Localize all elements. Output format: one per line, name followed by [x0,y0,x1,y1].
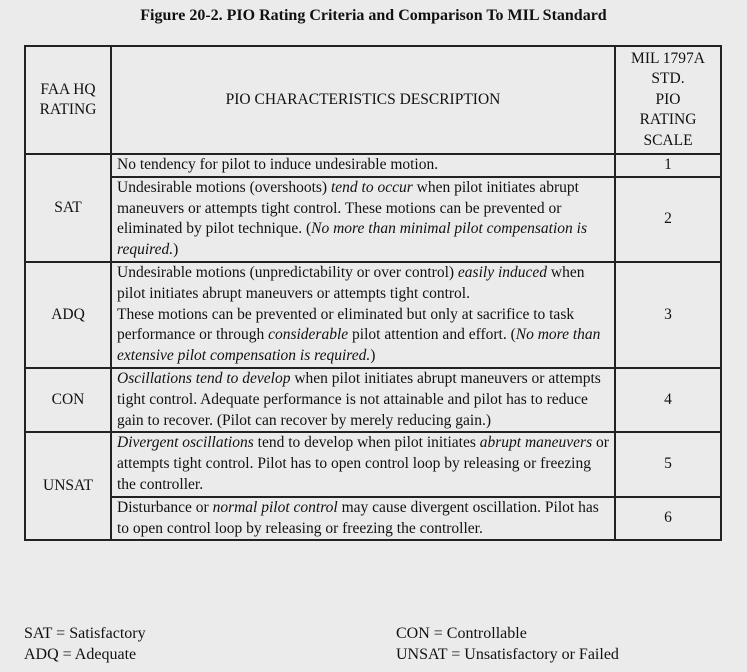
scale-cell: 5 [615,432,721,496]
description-run: may cause divergent oscillation. Pilot has to open control loop by releasing or freezing the controller. [117,498,599,537]
description-run: ) [370,347,376,365]
header-description: PIO CHARACTERISTICS DESCRIPTION [111,46,615,154]
description-cell [111,432,615,496]
legend-item-sat: SAT = Satisfactory [24,625,146,642]
scale-cell: 4 [615,368,721,432]
description-cell [111,497,615,541]
description-run: when pilot initiates abrupt maneuvers or attempts tight control. Adequate performance is not attainable and pilot has to reduce gain to recover. (Pilot can recover by merely reducing gain.) [117,369,601,429]
description-run: No tendency for pilot to induce undesirable motion. [117,156,439,173]
rating-cell-sat: SAT [25,154,111,262]
table-row [25,368,721,432]
legend-item-con: CON = Controllable [396,625,527,642]
header-mil-scale-line: STD. [651,70,685,88]
description-italic-run: No more than minimal pilot compensation is required. [117,220,587,259]
description-italic-run: abrupt maneuvers [479,434,593,452]
description-run: Undesirable motions (unpredictability or over control) [117,263,458,281]
description-run: ) [173,241,179,259]
header-mil-scale-line: PIO [655,90,681,108]
description-cell [111,262,615,368]
description-italic-run: Oscillations tend to develop [117,369,291,387]
description-cell [111,368,615,432]
description-run: Disturbance or [117,498,213,516]
description-text [117,498,611,540]
table-row [25,154,721,177]
description-italic-run: tend to occur [330,178,413,196]
description-text [117,263,611,367]
description-italic-run: easily induced [457,263,548,281]
rating-cell-adq: ADQ [25,262,111,368]
header-faa-rating [25,46,111,154]
rating-cell-con: CON [25,368,111,432]
description-italic-run: No more than extensive pilot compensation is required. [117,326,601,365]
description-run: when pilot initiates abrupt maneuvers or attempts tight control. These motions can be prevented or eliminated by pilot technique. ( [117,178,579,238]
description-run: These motions can be prevented or eliminated but only at sacrifice to task performance or through [117,305,575,344]
description-run: when pilot initiates abrupt maneuvers or attempts tight control. [117,263,585,302]
description-run: pilot attention and effort. ( [348,326,516,344]
header-mil-scale-line: SCALE [643,131,693,149]
header-faa-rating-line: FAA HQ [40,80,96,98]
header-mil-scale-line: RATING [639,111,697,129]
rating-cell-unsat: UNSAT [25,432,111,540]
header-faa-rating-line: RATING [39,101,97,118]
legend-item-adq: ADQ = Adequate [24,646,137,663]
table-row [25,497,721,541]
pio-rating-table [24,45,722,541]
description-run: Undesirable motions (overshoots) [117,178,331,196]
scale-cell: 1 [615,154,721,177]
header-mil-scale-line: MIL 1797A [631,49,705,67]
table-header-row [25,46,721,154]
description-italic-run: normal pilot control [212,498,338,516]
legend-right [396,623,619,665]
description-text [117,178,611,261]
scale-cell: 3 [615,262,721,368]
table-row [25,432,721,496]
header-mil-scale [615,46,721,154]
legend-left [24,623,146,665]
table-row [25,177,721,262]
description-italic-run: Divergent oscillations [117,434,254,452]
description-run: tend to develop when pilot initiates [253,434,480,452]
description-text [117,369,611,431]
table-row [25,262,721,368]
description-cell [111,177,615,262]
description-italic-run: considerable [268,326,349,344]
description-text [117,155,611,176]
description-cell [111,154,615,177]
figure-title: Figure 20-2. PIO Rating Criteria and Comparison To MIL Standard [140,7,607,24]
legend-item-unsat: UNSAT = Unsatisfactory or Failed [396,646,619,663]
scale-cell: 6 [615,497,721,541]
description-run: or attempts tight control. Pilot has to open control loop by releasing or freezing the controller. [117,434,609,493]
description-text [117,433,611,495]
scale-cell: 2 [615,177,721,262]
